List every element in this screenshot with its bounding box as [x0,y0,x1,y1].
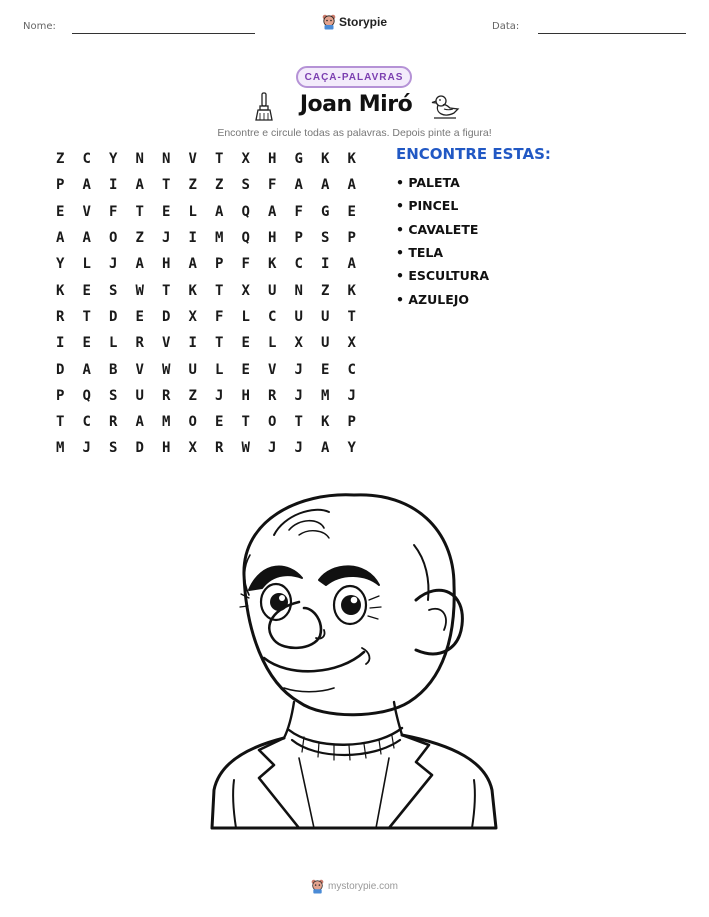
grid-cell[interactable]: C [82,151,91,168]
grid-cell[interactable]: K [321,414,330,431]
grid-cell[interactable]: J [294,440,303,457]
grid-cell[interactable]: C [347,361,356,378]
grid-cell[interactable]: O [109,230,118,247]
grid-cell[interactable]: P [56,387,65,404]
grid-cell[interactable]: H [241,387,250,404]
grid-cell[interactable]: M [162,414,171,431]
grid-cell[interactable]: E [162,203,171,220]
grid-cell[interactable]: P [56,177,65,194]
grid-cell[interactable]: A [56,230,65,247]
brand-name: Storypie [339,15,388,29]
grid-cell[interactable]: J [347,387,356,404]
grid-cell[interactable]: V [82,203,91,220]
grid-cell[interactable]: Y [56,256,65,273]
grid-cell[interactable]: S [321,230,330,247]
grid-cell[interactable]: F [109,203,118,220]
grid-cell[interactable]: J [215,387,224,404]
grid-cell[interactable]: E [347,203,356,220]
grid-cell[interactable]: V [135,361,144,378]
grid-cell[interactable]: A [135,177,144,194]
grid-cell[interactable]: J [162,230,171,247]
footer-url[interactable]: mystorypie.com [327,881,398,892]
grid-cell[interactable]: V [268,361,277,378]
grid-cell[interactable]: T [241,414,250,431]
grid-cell[interactable]: T [162,282,171,299]
coloring-portrait[interactable] [204,490,504,840]
grid-cell[interactable]: Q [82,387,91,404]
grid-cell[interactable]: L [188,203,197,220]
grid-cell[interactable]: H [162,256,171,273]
grid-cell[interactable]: P [215,256,224,273]
grid-cell[interactable]: J [109,256,118,273]
grid-cell[interactable]: R [162,387,171,404]
grid-cell[interactable]: A [188,256,197,273]
grid-cell[interactable]: A [215,203,224,220]
grid-cell[interactable]: N [294,282,303,299]
grid-cell[interactable]: H [268,230,277,247]
grid-cell[interactable]: T [82,308,91,325]
grid-cell[interactable]: I [188,230,197,247]
grid-cell[interactable]: K [188,282,197,299]
date-label: Data: [492,21,520,32]
name-line[interactable] [72,33,255,34]
grid-cell[interactable]: I [109,177,118,194]
grid-cell[interactable]: E [135,308,144,325]
grid-cell[interactable]: M [56,440,65,457]
grid-cell[interactable]: X [347,335,356,352]
grid-cell[interactable]: K [347,282,356,299]
grid-cell[interactable]: E [56,203,65,220]
grid-cell[interactable]: Z [188,177,197,194]
grid-cell[interactable]: C [268,308,277,325]
grid-cell[interactable]: F [294,203,303,220]
name-label: Nome: [23,21,56,32]
grid-cell[interactable]: A [321,440,330,457]
grid-cell[interactable]: E [241,335,250,352]
grid-cell[interactable]: E [215,414,224,431]
instructions: Encontre e circule todas as palavras. Depois pinte a figura! [217,127,492,139]
grid-cell[interactable]: A [82,361,91,378]
grid-cell[interactable]: U [268,282,277,299]
grid-cell[interactable]: T [294,414,303,431]
grid-cell[interactable]: U [135,387,144,404]
grid-cell[interactable]: U [321,335,330,352]
grid-cell[interactable]: X [241,151,250,168]
grid-cell[interactable]: X [188,308,197,325]
grid-cell[interactable]: Z [215,177,224,194]
word-item: • PALETA [396,175,460,191]
grid-cell[interactable]: R [109,414,118,431]
grid-cell[interactable]: S [109,387,118,404]
grid-cell[interactable]: E [82,335,91,352]
grid-cell[interactable]: T [135,203,144,220]
grid-cell[interactable]: A [347,177,356,194]
grid-cell[interactable]: S [109,282,118,299]
grid-cell[interactable]: G [294,151,303,168]
grid-cell[interactable]: W [162,361,171,378]
grid-cell[interactable]: I [56,335,65,352]
grid-cell[interactable]: Z [135,230,144,247]
grid-cell[interactable]: Z [188,387,197,404]
grid-cell[interactable]: R [56,308,65,325]
word-item: • PINCEL [396,198,459,214]
grid-cell[interactable]: Z [56,151,65,168]
grid-cell[interactable]: U [188,361,197,378]
grid-cell[interactable]: V [188,151,197,168]
grid-cell[interactable]: A [321,177,330,194]
grid-cell[interactable]: Y [109,151,118,168]
word-list-heading: ENCONTRE ESTAS: [396,145,551,163]
grid-cell[interactable]: Y [347,440,356,457]
grid-cell[interactable]: Q [241,230,250,247]
grid-cell[interactable]: K [321,151,330,168]
grid-cell[interactable]: K [268,256,277,273]
grid-cell[interactable]: G [321,203,330,220]
grid-cell[interactable]: D [162,308,171,325]
grid-cell[interactable]: A [135,414,144,431]
grid-cell[interactable]: I [321,256,330,273]
grid-cell[interactable]: F [268,177,277,194]
grid-cell[interactable]: D [135,440,144,457]
grid-cell[interactable]: C [294,256,303,273]
date-line[interactable] [538,33,686,34]
grid-cell[interactable]: R [135,335,144,352]
grid-cell[interactable]: X [241,282,250,299]
grid-cell[interactable]: O [188,414,197,431]
grid-cell[interactable]: N [162,151,171,168]
grid-cell[interactable]: I [188,335,197,352]
grid-cell[interactable]: T [215,151,224,168]
word-search-grid[interactable] [47,146,365,462]
grid-cell[interactable]: A [82,230,91,247]
grid-cell[interactable]: K [347,151,356,168]
grid-cell[interactable]: L [241,308,250,325]
grid-cell[interactable]: A [294,177,303,194]
page-title: Joan Miró [299,92,413,117]
grid-cell[interactable]: H [268,151,277,168]
grid-cell[interactable]: T [56,414,65,431]
grid-cell[interactable]: H [162,440,171,457]
grid-cell[interactable]: J [82,440,91,457]
grid-cell[interactable]: J [268,440,277,457]
grid-cell[interactable]: J [294,387,303,404]
grid-cell[interactable]: U [294,308,303,325]
paintbrush-icon [253,92,275,122]
grid-cell[interactable]: B [109,361,118,378]
grid-cell[interactable]: W [135,282,144,299]
grid-cell[interactable]: N [135,151,144,168]
brand-logo [322,14,387,30]
grid-cell[interactable]: T [347,308,356,325]
grid-cell[interactable]: T [162,177,171,194]
grid-cell[interactable]: O [268,414,277,431]
grid-cell[interactable]: L [268,335,277,352]
word-list [396,171,489,311]
grid-cell[interactable]: Z [321,282,330,299]
grid-cell[interactable]: A [135,256,144,273]
grid-cell[interactable]: E [241,361,250,378]
grid-cell[interactable]: E [321,361,330,378]
bear-logo-icon [322,14,336,30]
grid-cell[interactable]: A [82,177,91,194]
grid-cell[interactable]: Q [241,203,250,220]
grid-cell[interactable]: T [215,335,224,352]
grid-cell[interactable]: F [215,308,224,325]
grid-cell[interactable]: E [82,282,91,299]
grid-cell[interactable]: A [347,256,356,273]
bird-icon [430,93,460,121]
grid-cell[interactable]: X [188,440,197,457]
grid-cell[interactable]: F [241,256,250,273]
grid-cell[interactable]: D [109,308,118,325]
grid-cell[interactable]: M [215,230,224,247]
grid-cell[interactable]: R [268,387,277,404]
grid-cell[interactable]: R [215,440,224,457]
grid-cell[interactable]: P [347,414,356,431]
grid-cell[interactable]: W [241,440,250,457]
grid-cell[interactable]: T [215,282,224,299]
activity-badge: CAÇA-PALAVRAS [296,66,412,88]
word-item: • ESCULTURA [396,268,490,284]
grid-cell[interactable]: L [215,361,224,378]
grid-cell[interactable]: C [82,414,91,431]
footer [0,879,709,894]
grid-cell[interactable]: K [56,282,65,299]
grid-cell[interactable]: S [241,177,250,194]
grid-cell[interactable]: M [321,387,330,404]
grid-cell[interactable]: P [294,230,303,247]
grid-cell[interactable]: J [294,361,303,378]
grid-cell[interactable]: L [109,335,118,352]
word-item: • AZULEJO [396,291,470,307]
bear-logo-icon [311,879,324,894]
grid-cell[interactable]: P [347,230,356,247]
word-item: • TELA [396,245,444,261]
grid-cell[interactable]: X [294,335,303,352]
grid-cell[interactable]: U [321,308,330,325]
grid-cell[interactable]: A [268,203,277,220]
word-item: • CAVALETE [396,221,479,237]
grid-cell[interactable]: L [82,256,91,273]
grid-cell[interactable]: S [109,440,118,457]
grid-cell[interactable]: V [162,335,171,352]
grid-cell[interactable]: D [56,361,65,378]
